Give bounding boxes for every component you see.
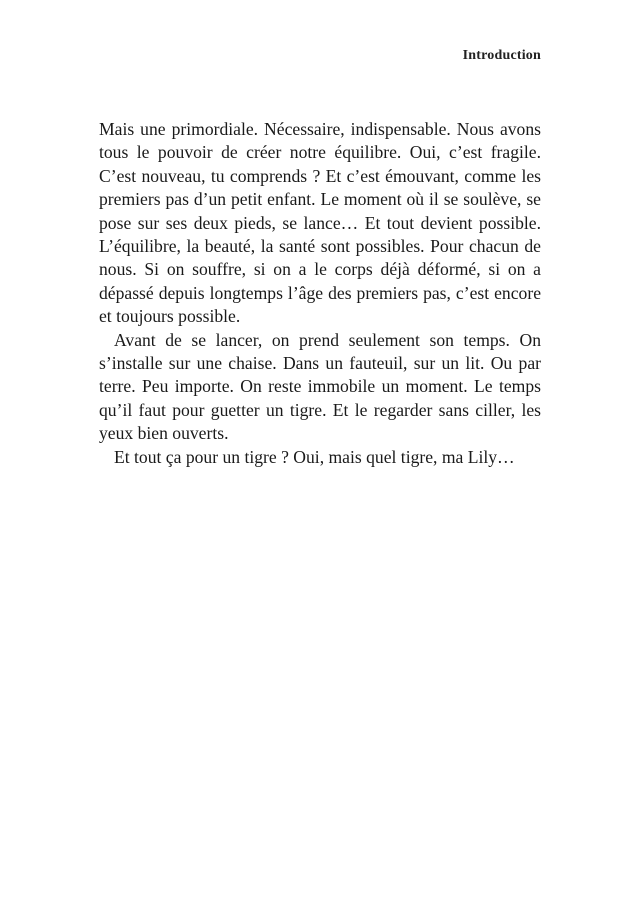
paragraph-2: Avant de se lancer, on prend seulement son temps. On s’installe sur une chaise. Dans un fauteuil, sur un lit. Ou par terre. Peu importe. On reste immobile un moment. Le temps qu’il faut pour guetter un tigre. Et le regarder sans ciller, les yeux bien ouverts. (99, 329, 541, 444)
paragraph-1: Mais une primordiale. Nécessaire, indispensable. Nous avons tous le pouvoir de créer notre équilibre. Oui, c’est fragile. C’est nouveau, tu comprends ? Et c’est émouvant, comme les premiers pas d’un petit enfant. Le moment où il se soulève, se pose sur ses deux pieds, se lance… Et tout devient possible. L’équilibre, la beauté, la santé sont possibles. Pour chacun de nous. Si on souffre, si on a le corps déjà déformé, si on a dépassé depuis longtemps l’âge des premiers pas, c’est encore et toujours possible. (99, 119, 541, 327)
running-head: Introduction (462, 48, 541, 63)
paragraph-3: Et tout ça pour un tigre ? Oui, mais quel tigre, ma Lily… (114, 446, 515, 467)
body-text (99, 118, 541, 469)
